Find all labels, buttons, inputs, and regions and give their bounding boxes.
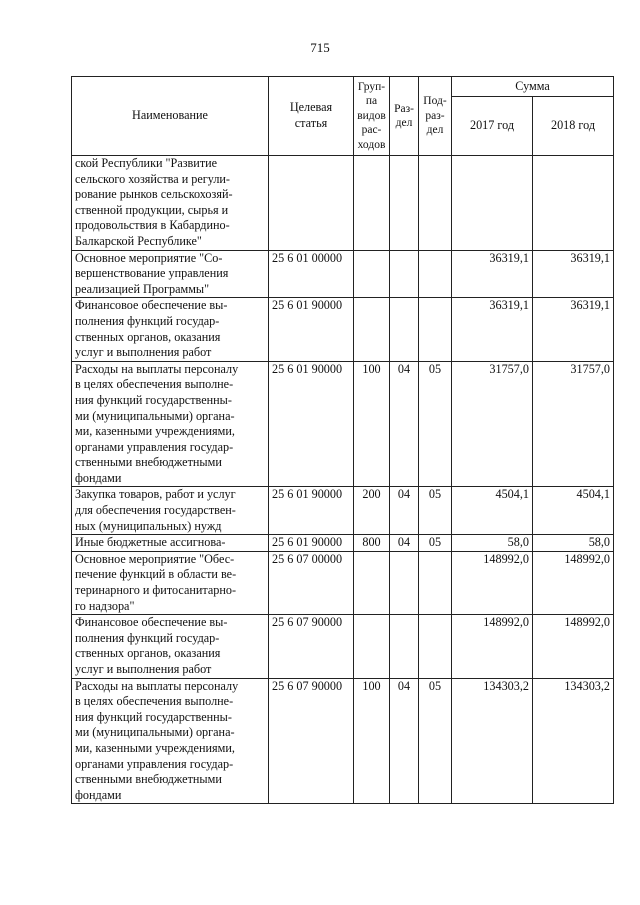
row-sum-2017: 36319,1	[452, 298, 533, 361]
row-expense-group	[354, 615, 390, 678]
row-target-article: 25 6 01 90000	[269, 535, 354, 552]
row-expense-group: 100	[354, 361, 390, 487]
row-section: 04	[390, 535, 419, 552]
row-section: 04	[390, 678, 419, 804]
row-expense-group	[354, 250, 390, 298]
row-expense-group: 100	[354, 678, 390, 804]
row-name	[72, 298, 269, 361]
row-expense-group	[354, 551, 390, 614]
header-section-line: дел	[395, 117, 413, 129]
row-target-article: 25 6 07 90000	[269, 678, 354, 804]
name-line: Основное мероприятие "Обес-	[75, 551, 235, 566]
name-line: Расходы на выплаты персоналу	[75, 678, 239, 693]
name-line: услуг и выполнения работ	[75, 345, 212, 360]
name-line: органами управления государ-	[75, 756, 234, 771]
name-line: ми (муниципальными) органа-	[75, 408, 235, 423]
row-target-article: 25 6 01 90000	[269, 487, 354, 535]
header-subsection	[419, 77, 452, 156]
table-row	[72, 678, 614, 804]
name-line: ственными внебюджетными	[75, 772, 222, 787]
row-sum-2017	[452, 156, 533, 251]
header-section-line: Раз-	[394, 102, 414, 115]
name-line: ственной продукции, сырья и	[75, 202, 229, 217]
name-line: теринарного и фитосанитарно-	[75, 583, 237, 598]
header-expense-group	[354, 77, 390, 156]
budget-table	[71, 76, 614, 804]
header-group-line: видов	[357, 109, 386, 122]
name-line: Закупка товаров, работ и услуг	[75, 487, 236, 502]
name-line: ской Республики "Развитие	[75, 156, 218, 170]
name-line: ственных органов, оказания	[75, 646, 221, 661]
row-section	[390, 615, 419, 678]
row-section: 04	[390, 487, 419, 535]
row-target-article: 25 6 01 00000	[269, 250, 354, 298]
row-expense-group	[354, 298, 390, 361]
name-line: ственными внебюджетными	[75, 455, 222, 470]
row-sum-2017: 4504,1	[452, 487, 533, 535]
row-section	[390, 298, 419, 361]
row-subsection	[419, 298, 452, 361]
row-sum-2017: 148992,0	[452, 615, 533, 678]
row-section	[390, 156, 419, 251]
row-expense-group: 200	[354, 487, 390, 535]
row-sum-2018: 58,0	[533, 535, 614, 552]
name-line: Иные бюджетные ассигнова-	[75, 535, 226, 550]
row-name	[72, 535, 269, 552]
row-subsection: 05	[419, 487, 452, 535]
name-line: ми, казенными учреждениями,	[75, 424, 235, 439]
name-line: го надзора"	[75, 598, 135, 613]
row-name	[72, 361, 269, 487]
row-section: 04	[390, 361, 419, 487]
row-sum-2018: 148992,0	[533, 551, 614, 614]
row-target-article: 25 6 07 90000	[269, 615, 354, 678]
header-sum: Сумма	[452, 77, 614, 97]
row-subsection: 05	[419, 535, 452, 552]
table-row	[72, 298, 614, 361]
row-sum-2017: 134303,2	[452, 678, 533, 804]
row-expense-group: 800	[354, 535, 390, 552]
page-number: 715	[310, 40, 330, 55]
row-name	[72, 678, 269, 804]
row-sum-2017: 58,0	[452, 535, 533, 552]
row-target-article	[269, 156, 354, 251]
row-section	[390, 250, 419, 298]
header-section	[390, 77, 419, 156]
row-sum-2018: 36319,1	[533, 298, 614, 361]
name-line: продовольствия в Кабардино-	[75, 218, 230, 233]
name-line: печение функций в области ве-	[75, 567, 237, 582]
row-sum-2017: 148992,0	[452, 551, 533, 614]
row-expense-group	[354, 156, 390, 251]
row-sum-2018	[533, 156, 614, 251]
header-year-2018: 2018 год	[533, 97, 614, 156]
header-group-line: ходов	[357, 138, 386, 151]
name-line: рование рынков сельскохозяй-	[75, 187, 233, 202]
row-target-article: 25 6 01 90000	[269, 298, 354, 361]
name-line: ных (муниципальных) нужд	[75, 518, 222, 533]
name-line: в целях обеспечения выполне-	[75, 377, 234, 392]
name-line: ния функций государственны-	[75, 392, 232, 407]
name-line: Основное мероприятие "Со-	[75, 250, 223, 265]
name-line: Финансовое обеспечение вы-	[75, 615, 228, 630]
row-subsection: 05	[419, 678, 452, 804]
header-target-line: Целевая	[289, 100, 333, 115]
name-line: Финансовое обеспечение вы-	[75, 298, 228, 313]
table-row	[72, 551, 614, 614]
row-sum-2018: 31757,0	[533, 361, 614, 487]
row-sum-2017: 31757,0	[452, 361, 533, 487]
name-line: Расходы на выплаты персоналу	[75, 361, 239, 376]
header-subsection-line: дел	[426, 124, 444, 137]
row-name	[72, 615, 269, 678]
name-line: в целях обеспечения выполне-	[75, 694, 234, 709]
row-target-article: 25 6 07 00000	[269, 551, 354, 614]
table-row	[72, 156, 614, 251]
row-subsection	[419, 250, 452, 298]
name-line: для обеспечения государствен-	[75, 503, 236, 518]
row-name	[72, 250, 269, 298]
name-line: полнения функций государ-	[75, 630, 220, 645]
name-line: Балкарской Республике"	[75, 233, 202, 248]
name-line: вершенствование управления	[75, 266, 229, 281]
name-line: реализацией Программы"	[75, 281, 210, 296]
row-name	[72, 551, 269, 614]
row-subsection	[419, 615, 452, 678]
table-row	[72, 250, 614, 298]
name-line: органами управления государ-	[75, 439, 234, 454]
header-group-line: па	[365, 95, 378, 108]
row-subsection	[419, 156, 452, 251]
row-name	[72, 156, 269, 251]
row-sum-2017: 36319,1	[452, 250, 533, 298]
name-line: ния функций государственны-	[75, 709, 232, 724]
header-subsection-line: раз-	[425, 109, 445, 122]
name-line: фондами	[75, 787, 122, 802]
row-sum-2018: 4504,1	[533, 487, 614, 535]
row-subsection: 05	[419, 361, 452, 487]
header-group-line: Груп-	[357, 80, 386, 93]
row-section	[390, 551, 419, 614]
row-subsection	[419, 551, 452, 614]
name-line: услуг и выполнения работ	[75, 662, 212, 676]
row-name	[72, 487, 269, 535]
table-row	[72, 615, 614, 678]
name-line: фондами	[75, 470, 122, 485]
row-sum-2018: 36319,1	[533, 250, 614, 298]
name-line: полнения функций государ-	[75, 313, 220, 328]
name-line: ми, казенными учреждениями,	[75, 740, 235, 755]
table-row	[72, 361, 614, 487]
row-sum-2018: 134303,2	[533, 678, 614, 804]
header-name: Наименование	[72, 77, 269, 156]
row-target-article: 25 6 01 90000	[269, 361, 354, 487]
table-row	[72, 535, 614, 552]
header-target-article	[269, 77, 354, 156]
row-sum-2018: 148992,0	[533, 615, 614, 678]
name-line: ственных органов, оказания	[75, 329, 221, 344]
header-subsection-line: Под-	[423, 95, 447, 108]
name-line: сельского хозяйства и регули-	[75, 171, 230, 186]
header-group-line: рас-	[361, 124, 382, 137]
name-line: ми (муниципальными) органа-	[75, 725, 235, 740]
header-year-2017: 2017 год	[452, 97, 533, 156]
header-target-line: статья	[294, 116, 328, 130]
table-row	[72, 487, 614, 535]
